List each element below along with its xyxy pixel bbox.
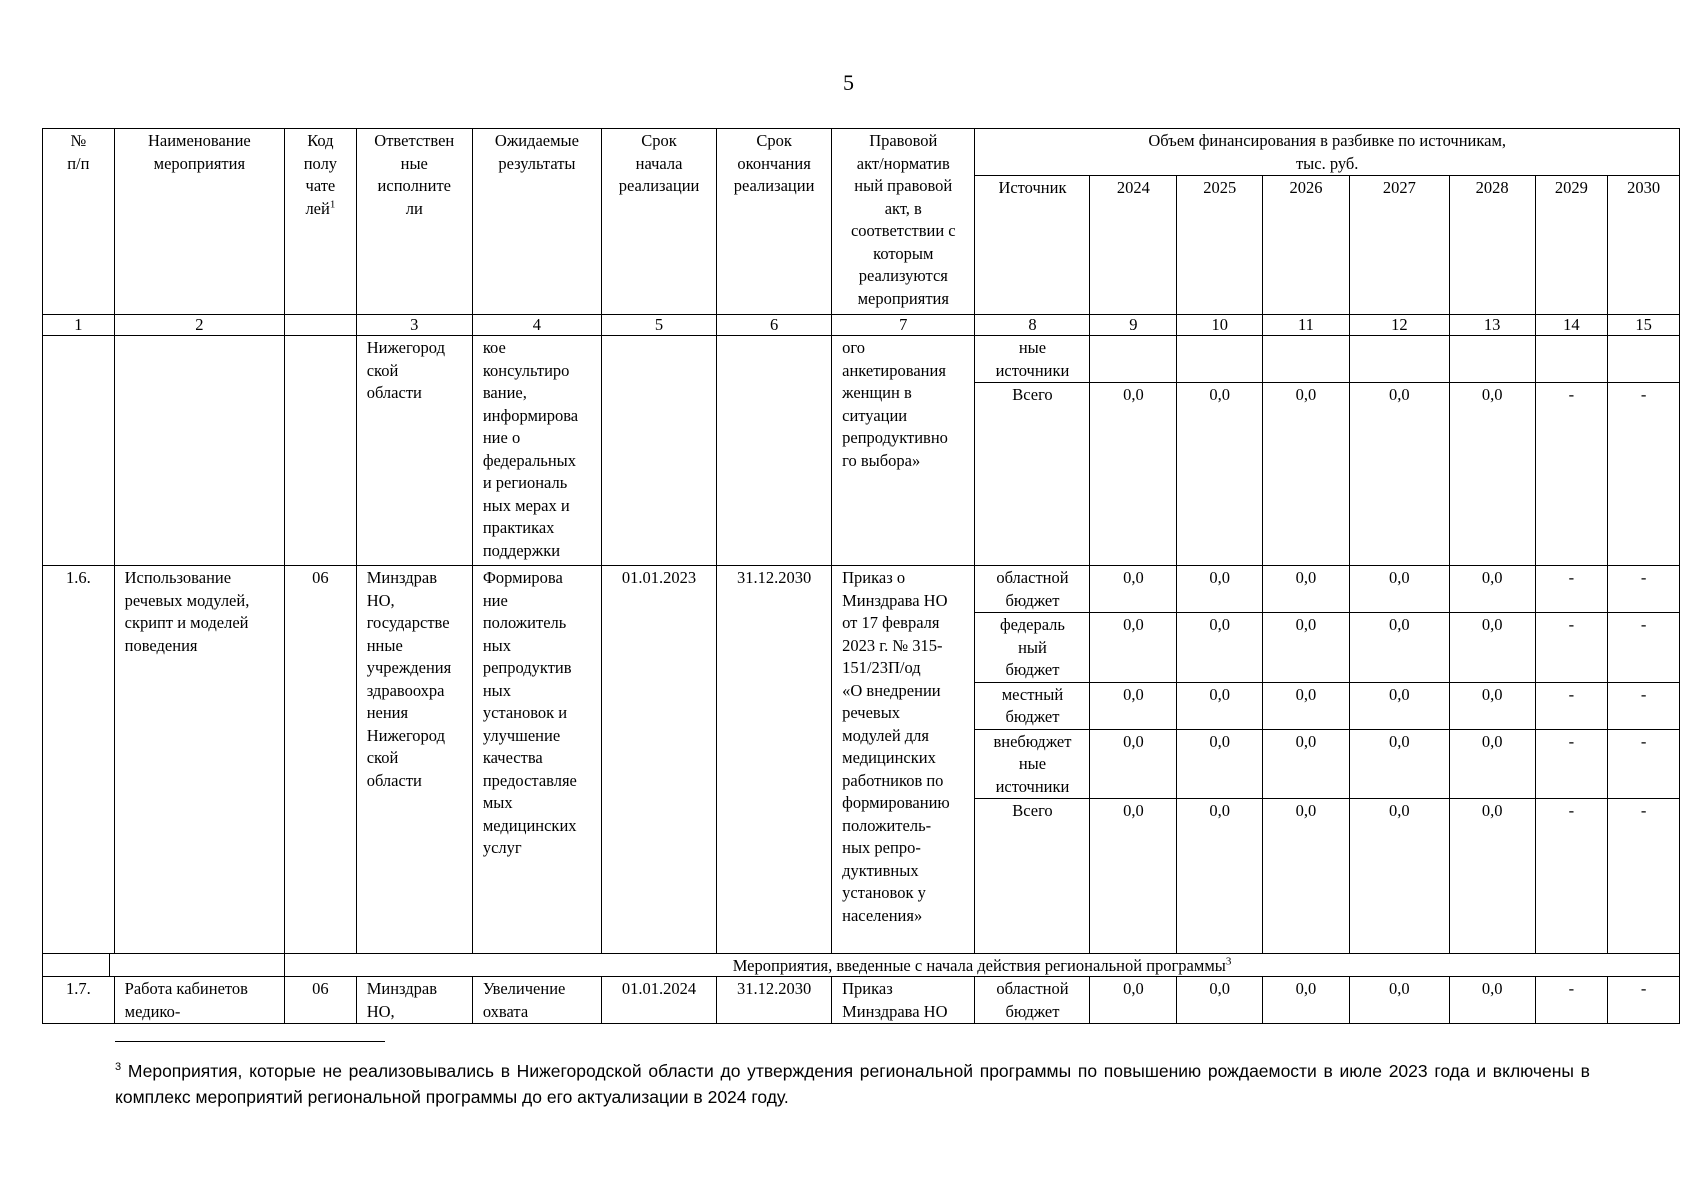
- page-number: 5: [843, 70, 854, 95]
- cell-source: местный бюджет: [975, 682, 1090, 729]
- column-number: [285, 315, 357, 336]
- header-source: Источник: [975, 176, 1090, 315]
- cell-no: 1.6.: [43, 566, 115, 954]
- cell-end: 31.12.2030: [717, 566, 832, 954]
- header-code: Код полу чате лей$^1$: [285, 129, 357, 315]
- column-number-row: [43, 315, 1680, 336]
- column-number: 6: [717, 315, 832, 336]
- cell-source: федераль ный бюджет: [975, 613, 1090, 683]
- cell-value: 0,0: [1090, 799, 1177, 954]
- cell-name: Работа кабинетов медико-: [114, 977, 284, 1024]
- cell-value: 0,0: [1177, 613, 1263, 683]
- cell-name: Использование речевых модулей, скрипт и моделей поведения: [114, 566, 284, 954]
- cell-value: -: [1608, 383, 1680, 566]
- cell-responsible: Минздрав НО, государстве нные учреждения здравоохра нения Нижегород ской области: [356, 566, 472, 954]
- cell-value: 0,0: [1449, 977, 1535, 1024]
- cell-code: [285, 336, 357, 566]
- cell-value: 0,0: [1263, 566, 1350, 613]
- header-no: № п/п: [43, 129, 115, 315]
- cell-legal-act: Приказ о Минздрава НО от 17 февраля 2023 г. № 315- 151/23П/од «О внедрении речевых модулей для медицинских работников по формированию положитель- ных репро- дуктивных установок у населения»: [832, 566, 975, 954]
- header-row-1: [43, 129, 1680, 176]
- cell-value: -: [1535, 566, 1608, 613]
- column-number: 1: [43, 315, 115, 336]
- cell-value: -: [1608, 977, 1680, 1024]
- cell-value: 0,0: [1177, 977, 1263, 1024]
- cell-value: [1449, 336, 1535, 383]
- column-number: 9: [1090, 315, 1177, 336]
- cell-name: [114, 336, 284, 566]
- header-year: 2029: [1535, 176, 1608, 315]
- column-number: 3: [356, 315, 472, 336]
- cell-value: 0,0: [1263, 799, 1350, 954]
- header-legal-act: Правовой акт/норматив ный правовой акт, в соответствии с которым реализуются мероприятия: [832, 129, 975, 315]
- cell-results: кое консультиро вание, информирова ние о федеральных и региональ ных мерах и практиках поддержки: [472, 336, 601, 566]
- column-number: 15: [1608, 315, 1680, 336]
- table-row: [43, 336, 1680, 383]
- cell-value: 0,0: [1349, 383, 1449, 566]
- cell-value: -: [1535, 383, 1608, 566]
- cell-value: 0,0: [1263, 729, 1350, 799]
- cell-value: -: [1535, 613, 1608, 683]
- column-number: 14: [1535, 315, 1608, 336]
- column-number: 7: [832, 315, 975, 336]
- column-number: 2: [114, 315, 284, 336]
- cell-end: 31.12.2030: [717, 977, 832, 1024]
- footnote-mark: 3: [115, 1061, 122, 1074]
- cell-value: 0,0: [1177, 383, 1263, 566]
- cell-results: Увеличение охвата: [472, 977, 601, 1024]
- footnote-separator: [115, 1041, 385, 1042]
- cell-value: 0,0: [1090, 729, 1177, 799]
- header-year: 2026: [1263, 176, 1350, 315]
- cell-code: 06: [285, 977, 357, 1024]
- footnote-text: Мероприятия, которые не реализовывались в Нижегородской области до утверждения региональной программы по повышению рождаемости в июле 2023 года и включены в комплекс мероприятий региональной программы до его актуализации в 2024 году.: [115, 1061, 1590, 1107]
- cell-value: 0,0: [1449, 799, 1535, 954]
- cell-value: 0,0: [1263, 613, 1350, 683]
- header-year: 2025: [1177, 176, 1263, 315]
- cell-value: 0,0: [1090, 682, 1177, 729]
- cell-value: 0,0: [1263, 682, 1350, 729]
- cell-value: 0,0: [1263, 383, 1350, 566]
- cell-value: 0,0: [1263, 977, 1350, 1024]
- section-header-blank: [43, 954, 285, 977]
- cell-value: 0,0: [1349, 566, 1449, 613]
- cell-value: [1535, 336, 1608, 383]
- header-year: 2027: [1349, 176, 1449, 315]
- cell-value: [1090, 336, 1177, 383]
- cell-value: -: [1608, 729, 1680, 799]
- cell-value: -: [1608, 799, 1680, 954]
- cell-source: областной бюджет: [975, 566, 1090, 613]
- header-financing: Объем финансирования в разбивке по источникам, тыс. руб.: [975, 129, 1680, 176]
- cell-value: 0,0: [1449, 682, 1535, 729]
- cell-results: Формирова ние положитель ных репродуктив ных установок и улучшение качества предоставляе мых медицинских услуг: [472, 566, 601, 954]
- cell-value: 0,0: [1177, 799, 1263, 954]
- cell-source: Всего: [975, 799, 1090, 954]
- cell-source: ные источники: [975, 336, 1090, 383]
- cell-value: 0,0: [1177, 682, 1263, 729]
- cell-value: [1177, 336, 1263, 383]
- section-header-row: [43, 954, 1680, 977]
- cell-value: 0,0: [1449, 613, 1535, 683]
- cell-source: внебюджет ные источники: [975, 729, 1090, 799]
- cell-value: [1263, 336, 1350, 383]
- cell-value: 0,0: [1449, 383, 1535, 566]
- cell-value: 0,0: [1349, 977, 1449, 1024]
- cell-value: 0,0: [1349, 682, 1449, 729]
- cell-value: -: [1535, 682, 1608, 729]
- cell-value: -: [1535, 977, 1608, 1024]
- cell-source: областной бюджет: [975, 977, 1090, 1024]
- financing-table: [42, 128, 1680, 1024]
- section-header: Мероприятия, введенные с начала действия региональной программы$^3$: [285, 954, 1680, 977]
- column-number: 10: [1177, 315, 1263, 336]
- cell-source: Всего: [975, 383, 1090, 566]
- cell-value: 0,0: [1177, 729, 1263, 799]
- header-responsible: Ответствен ные исполните ли: [356, 129, 472, 315]
- cell-value: 0,0: [1090, 613, 1177, 683]
- column-number: 8: [975, 315, 1090, 336]
- cell-value: 0,0: [1349, 729, 1449, 799]
- cell-start: 01.01.2024: [602, 977, 717, 1024]
- header-year: 2028: [1449, 176, 1535, 315]
- cell-responsible: Нижегород ской области: [356, 336, 472, 566]
- cell-value: 0,0: [1349, 613, 1449, 683]
- header-results: Ожидаемые результаты: [472, 129, 601, 315]
- cell-value: 0,0: [1449, 566, 1535, 613]
- cell-value: -: [1608, 566, 1680, 613]
- column-number: 4: [472, 315, 601, 336]
- cell-value: 0,0: [1349, 799, 1449, 954]
- header-start: Срок начала реализации: [602, 129, 717, 315]
- footnote: [115, 1058, 1590, 1110]
- cell-value: 0,0: [1449, 729, 1535, 799]
- cell-value: 0,0: [1090, 383, 1177, 566]
- cell-end: [717, 336, 832, 566]
- cell-value: 0,0: [1090, 566, 1177, 613]
- cell-code: 06: [285, 566, 357, 954]
- header-year: 2024: [1090, 176, 1177, 315]
- cell-value: 0,0: [1177, 566, 1263, 613]
- column-number: 5: [602, 315, 717, 336]
- cell-start: [602, 336, 717, 566]
- cell-value: -: [1535, 799, 1608, 954]
- cell-start: 01.01.2023: [602, 566, 717, 954]
- table-row: [43, 566, 1680, 613]
- cell-value: [1608, 336, 1680, 383]
- cell-value: -: [1535, 729, 1608, 799]
- column-number: 11: [1263, 315, 1350, 336]
- header-year: 2030: [1608, 176, 1680, 315]
- cell-value: [1349, 336, 1449, 383]
- cell-legal-act: Приказ Минздрава НО: [832, 977, 975, 1024]
- cell-value: -: [1608, 613, 1680, 683]
- header-name: Наименование мероприятия: [114, 129, 284, 315]
- header-end: Срок окончания реализации: [717, 129, 832, 315]
- cell-value: 0,0: [1090, 977, 1177, 1024]
- table-row: [43, 977, 1680, 1024]
- cell-responsible: Минздрав НО,: [356, 977, 472, 1024]
- column-number: 13: [1449, 315, 1535, 336]
- cell-no: 1.7.: [43, 977, 115, 1024]
- cell-value: -: [1608, 682, 1680, 729]
- column-number: 12: [1349, 315, 1449, 336]
- cell-no: [43, 336, 115, 566]
- cell-legal-act: ого анкетирования женщин в ситуации репродуктивно го выбора»: [832, 336, 975, 566]
